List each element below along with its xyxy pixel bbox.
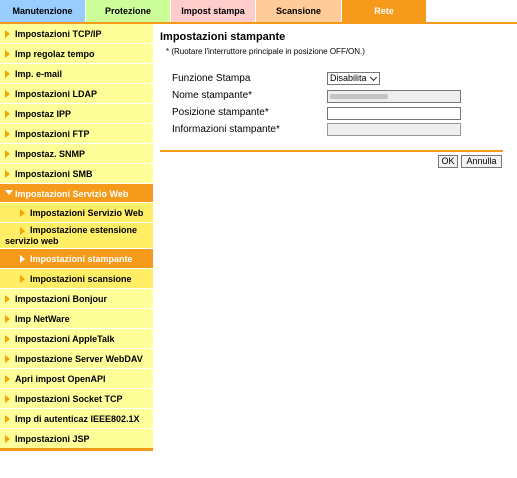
arrow-right-icon <box>5 50 10 58</box>
sidebar-item-openapi[interactable]: Apri impost OpenAPI <box>0 369 153 389</box>
position-label: Posizione stampante* <box>172 107 269 118</box>
sidebar-item-ldap[interactable]: Impostazioni LDAP <box>0 84 153 104</box>
sidebar-item-email[interactable]: Imp. e-mail <box>0 64 153 84</box>
arrow-right-icon <box>5 30 10 38</box>
arrow-right-icon <box>5 70 10 78</box>
sidebar-subitem-servizio-web[interactable]: Impostazioni Servizio Web <box>0 203 153 223</box>
sidebar-item-ieee8021x[interactable]: Imp di autenticaz IEEE802.1X <box>0 409 153 429</box>
arrow-down-icon <box>5 190 13 195</box>
arrow-right-icon <box>5 395 10 403</box>
arrow-right-icon <box>5 435 10 443</box>
cancel-button[interactable]: Annulla <box>461 155 502 168</box>
chevron-down-icon <box>370 74 377 81</box>
sidebar-item-tcpip[interactable]: Impostazioni TCP/IP <box>0 24 153 44</box>
page-title: Impostazioni stampante <box>160 31 286 43</box>
tab-rete[interactable]: Rete <box>342 0 426 23</box>
content-divider <box>160 150 503 152</box>
sidebar-subitem-estensione[interactable]: Impostazione estensione servizio web <box>0 223 153 249</box>
ok-button[interactable]: OK <box>438 155 458 168</box>
sidebar-subitem-stampante[interactable]: Impostazioni stampante <box>0 249 153 269</box>
sidebar-item-servizio-web[interactable]: Impostazioni Servizio Web <box>0 184 153 203</box>
sidebar-item-ftp[interactable]: Impostazioni FTP <box>0 124 153 144</box>
sidebar-item-snmp[interactable]: Impostaz. SNMP <box>0 144 153 164</box>
sidebar-item-socket-tcp[interactable]: Impostazioni Socket TCP <box>0 389 153 409</box>
sidebar-item-ipp[interactable]: Impostaz IPP <box>0 104 153 124</box>
tab-manutenzione[interactable]: Manutenzione <box>0 0 85 23</box>
arrow-right-icon <box>5 150 10 158</box>
arrow-right-icon <box>5 335 10 343</box>
arrow-right-icon <box>5 110 10 118</box>
sidebar-item-appletalk[interactable]: Impostazioni AppleTalk <box>0 329 153 349</box>
arrow-right-icon <box>5 170 10 178</box>
restart-note: * (Ruotare l'interruttore principale in posizione OFF/ON.) <box>166 47 365 56</box>
sidebar-item-netware[interactable]: Imp NetWare <box>0 309 153 329</box>
tab-protezione[interactable]: Protezione <box>86 0 170 23</box>
sidebar-bottom-divider <box>0 448 153 451</box>
arrow-right-icon <box>5 375 10 383</box>
arrow-right-icon <box>5 130 10 138</box>
function-select[interactable]: Disabilita <box>327 72 380 85</box>
sidebar-item-regolaz-tempo[interactable]: Imp regolaz tempo <box>0 44 153 64</box>
sidebar-item-webdav[interactable]: Impostazione Server WebDAV <box>0 349 153 369</box>
info-label: Informazioni stampante* <box>172 124 280 135</box>
arrow-right-icon <box>20 255 25 263</box>
sidebar-subitem-scansione[interactable]: Impostazioni scansione <box>0 269 153 289</box>
top-tab-bar <box>0 0 517 23</box>
function-label: Funzione Stampa <box>172 73 251 84</box>
printer-info-field[interactable] <box>327 123 461 136</box>
sidebar-item-bonjour[interactable]: Impostazioni Bonjour <box>0 289 153 309</box>
printer-name-field[interactable] <box>327 90 461 103</box>
name-label: Nome stampante* <box>172 90 253 101</box>
redacted-value <box>330 94 388 99</box>
sidebar-item-jsp[interactable]: Impostazioni JSP <box>0 429 153 449</box>
arrow-right-icon <box>5 90 10 98</box>
arrow-right-icon <box>5 355 10 363</box>
tab-scansione[interactable]: Scansione <box>256 0 341 23</box>
sidebar-item-smb[interactable]: Impostazioni SMB <box>0 164 153 184</box>
printer-position-field[interactable] <box>327 107 461 120</box>
arrow-right-icon <box>5 415 10 423</box>
arrow-right-icon <box>5 315 10 323</box>
arrow-right-icon <box>20 275 25 283</box>
arrow-right-icon <box>20 209 25 217</box>
tab-impost-stampa[interactable]: Impost stampa <box>171 0 255 23</box>
arrow-right-icon <box>5 295 10 303</box>
